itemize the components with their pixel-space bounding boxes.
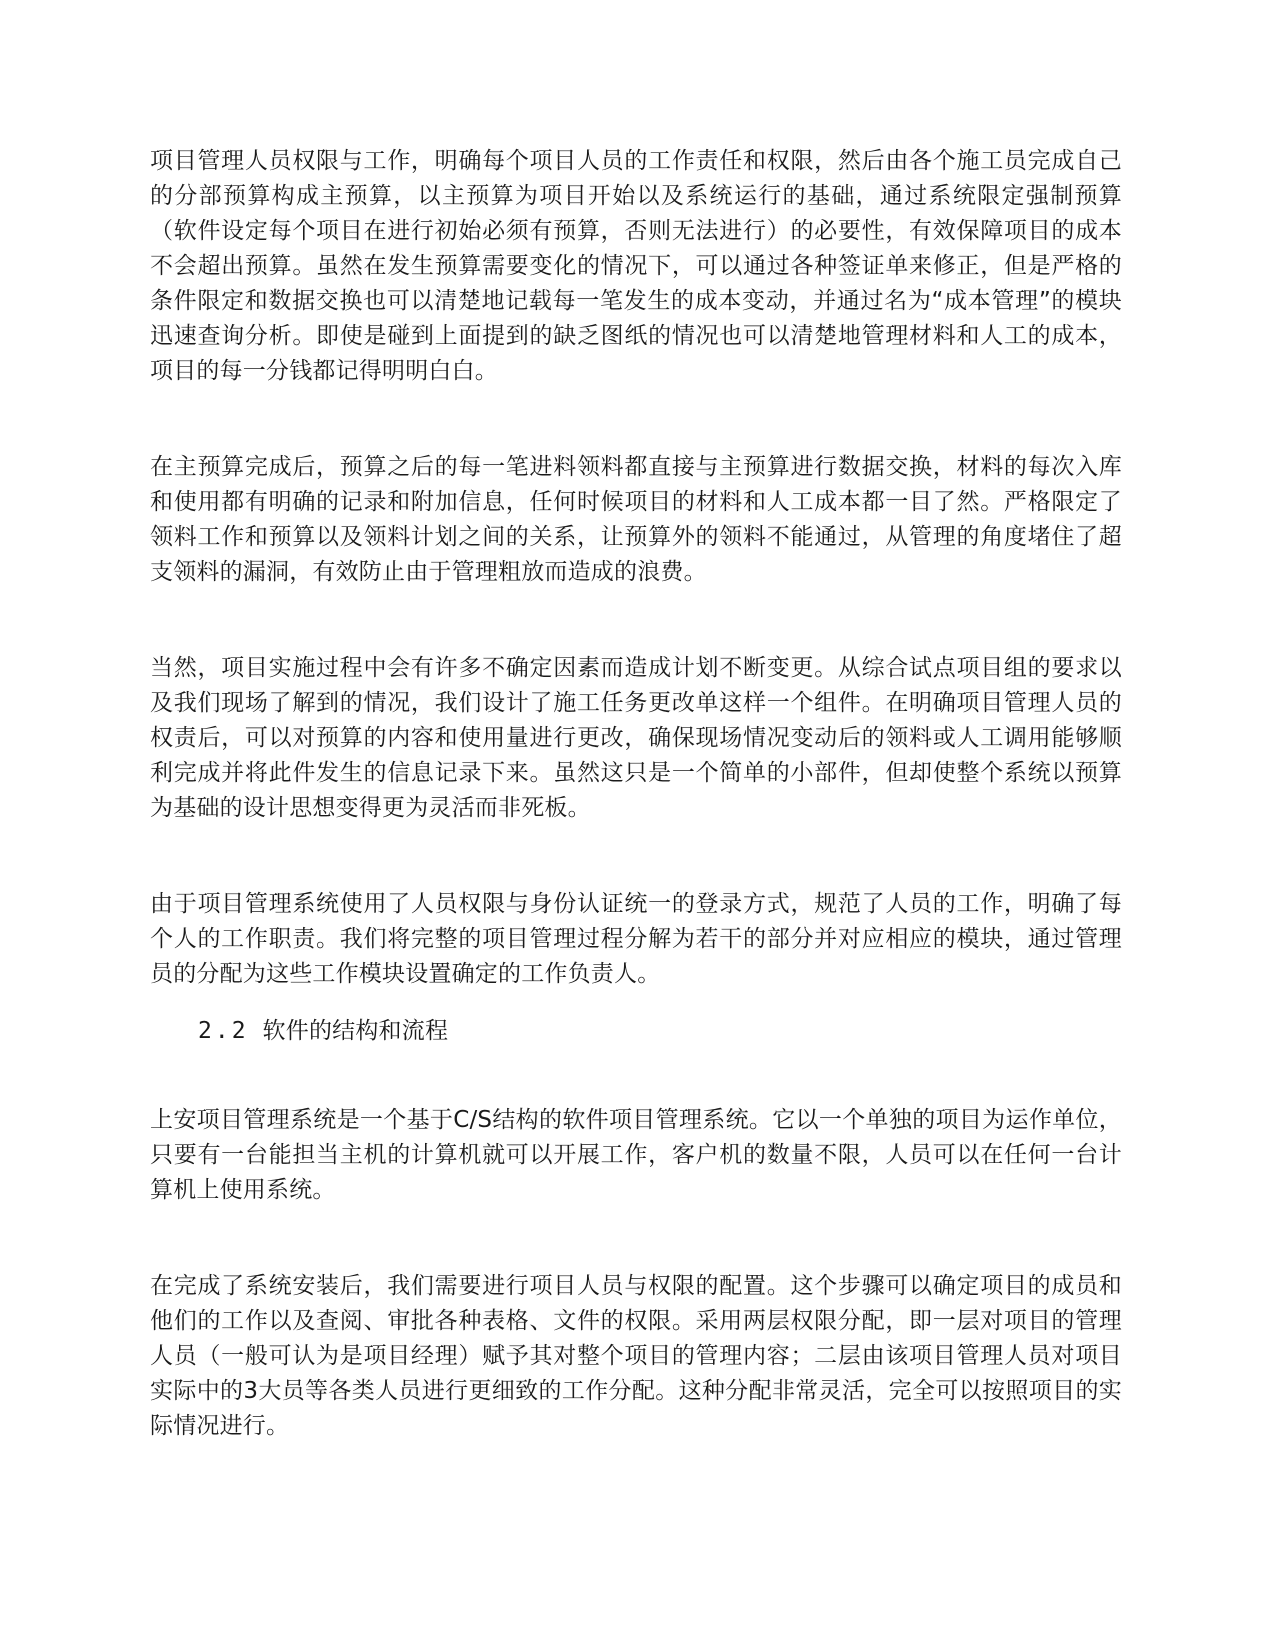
paragraph-permission-configuration: 在完成了系统安装后，我们需要进行项目人员与权限的配置。这个步骤可以确定项目的成员和他们的工作以及查阅、审批各种表格、文件的权限。采用两层权限分配，即一层对项目的管理人员（一般可认为是项目经理）赋予其对整个项目的管理内容；二层由该项目管理人员对项目实际中的3大员等各类人员进行更细致的工作分配。这种分配非常灵活，完全可以按照项目的实际情况进行。 — [150, 1273, 1122, 1439]
document-body — [150, 144, 1122, 1505]
section-title: 软件的结构和流程 — [262, 1018, 449, 1044]
paragraph-budget-control: 项目管理人员权限与工作，明确每个项目人员的工作责任和权限，然后由各个施工员完成自己的分部预算构成主预算，以主预算为项目开始以及系统运行的基础，通过系统限定强制预算（软件设定每个项目在进行初始必须有预算，否则无法进行）的必要性，有效保障项目的成本不会超出预算。虽然在发生预算需要变化的情况下，可以通过各种签证单来修正，但是严格的条件限定和数据交换也可以清楚地记载每一笔发生的成本变动，并通过名为“成本管理”的模块迅速查询分析。即使是碰到上面提到的缺乏图纸的情况也可以清楚地管理材料和人工的成本，项目的每一分钱都记得明明白白。 — [150, 148, 1122, 384]
paragraph-change-order: 当然，项目实施过程中会有许多不确定因素而造成计划不断变更。从综合试点项目组的要求以及我们现场了解到的情况，我们设计了施工任务更改单这样一个组件。在明确项目管理人员的权责后，可以对预算的内容和使用量进行更改，确保现场情况变动后的领料或人工调用能够顺利完成并将此件发生的信息记录下来。虽然这只是一个简单的小部件，但却使整个系统以预算为基础的设计思想变得更为灵活而非死板。 — [150, 655, 1122, 821]
section-number: 2.2 — [198, 1018, 249, 1044]
section-heading — [198, 1014, 1122, 1049]
paragraph-material-requisition: 在主预算完成后，预算之后的每一笔进料领料都直接与主预算进行数据交换，材料的每次入库和使用都有明确的记录和附加信息，任何时候项目的材料和人工成本都一目了然。严格限定了领料工作和预算以及领料计划之间的关系，让预算外的领料不能通过，从管理的角度堵住了超支领料的漏洞，有效防止由于管理粗放而造成的浪费。 — [150, 454, 1122, 585]
paragraph-system-overview: 上安项目管理系统是一个基于C/S结构的软件项目管理系统。它以一个单独的项目为运作单位，只要有一台能担当主机的计算机就可以开展工作，客户机的数量不限，人员可以在任何一台计算机上使用系统。 — [150, 1107, 1122, 1203]
paragraph-permissions-login: 由于项目管理系统使用了人员权限与身份认证统一的登录方式，规范了人员的工作，明确了每个人的工作职责。我们将完整的项目管理过程分解为若干的部分并对应相应的模块，通过管理员的分配为这些工作模块设置确定的工作负责人。 — [150, 891, 1122, 987]
